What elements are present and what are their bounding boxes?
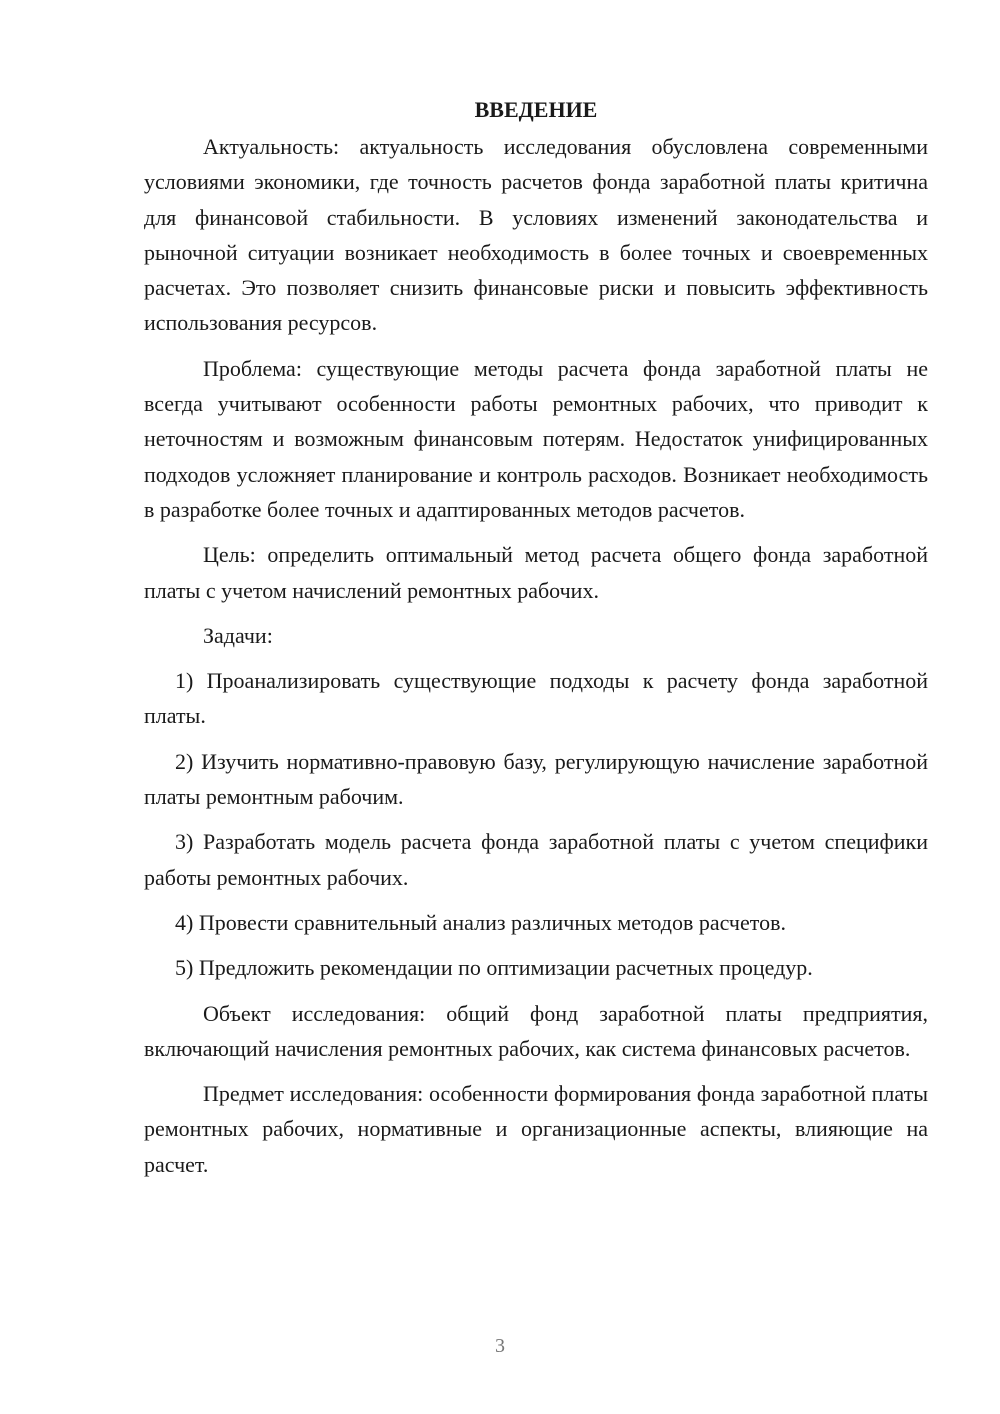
- problem-paragraph: Проблема: существующие методы расчета фонда заработной платы не всегда учитывают особенности работы ремонтных рабочих, что приводит к неточностям и возможным финансовым потерям. Недостаток унифицированных подходов усложняет планирование и контроль расходов. Возникает необходимость в разработке более точных и адаптированных методов расчетов.: [144, 355, 928, 522]
- section-heading: ВВЕДЕНИЕ: [474, 97, 598, 122]
- task-item: 5) Предложить рекомендации по оптимизации расчетных процедур.: [175, 955, 813, 981]
- task-item: 3) Разработать модель расчета фонда заработной платы с учетом специфики работы ремонтных рабочих.: [144, 829, 928, 890]
- task-item: 1) Проанализировать существующие подходы к расчету фонда заработной платы.: [144, 668, 928, 729]
- page-number: 3: [495, 1335, 505, 1357]
- tasks-label: Задачи:: [203, 622, 273, 648]
- task-item: 2) Изучить нормативно-правовую базу, регулирующую начисление заработной платы ремонтным рабочим.: [144, 748, 928, 810]
- goal-paragraph: Цель: определить оптимальный метод расчета общего фонда заработной платы с учетом начислений ремонтных рабочих.: [144, 542, 928, 603]
- relevance-paragraph: Актуальность: актуальность исследования обусловлена современными условиями экономики, где точность расчетов фонда заработной платы критична для финансовой стабильности. В условиях изменений законодательства и рыночной ситуации возникает необходимость в более точных и своевременных расчетах. Это позволяет снизить финансовые риски и повысить эффективность использования ресурсов.: [144, 134, 928, 336]
- document-page: [144, 92, 928, 1192]
- subject-paragraph: Предмет исследования: особенности формирования фонда заработной платы ремонтных рабочих, нормативные и организационные аспекты, влияющие на расчет.: [144, 1081, 928, 1177]
- task-item: 4) Провести сравнительный анализ различных методов расчетов.: [175, 909, 786, 935]
- object-paragraph: Объект исследования: общий фонд заработной платы предприятия, включающий начисления ремонтных рабочих, как система финансовых расчетов.: [144, 1000, 928, 1061]
